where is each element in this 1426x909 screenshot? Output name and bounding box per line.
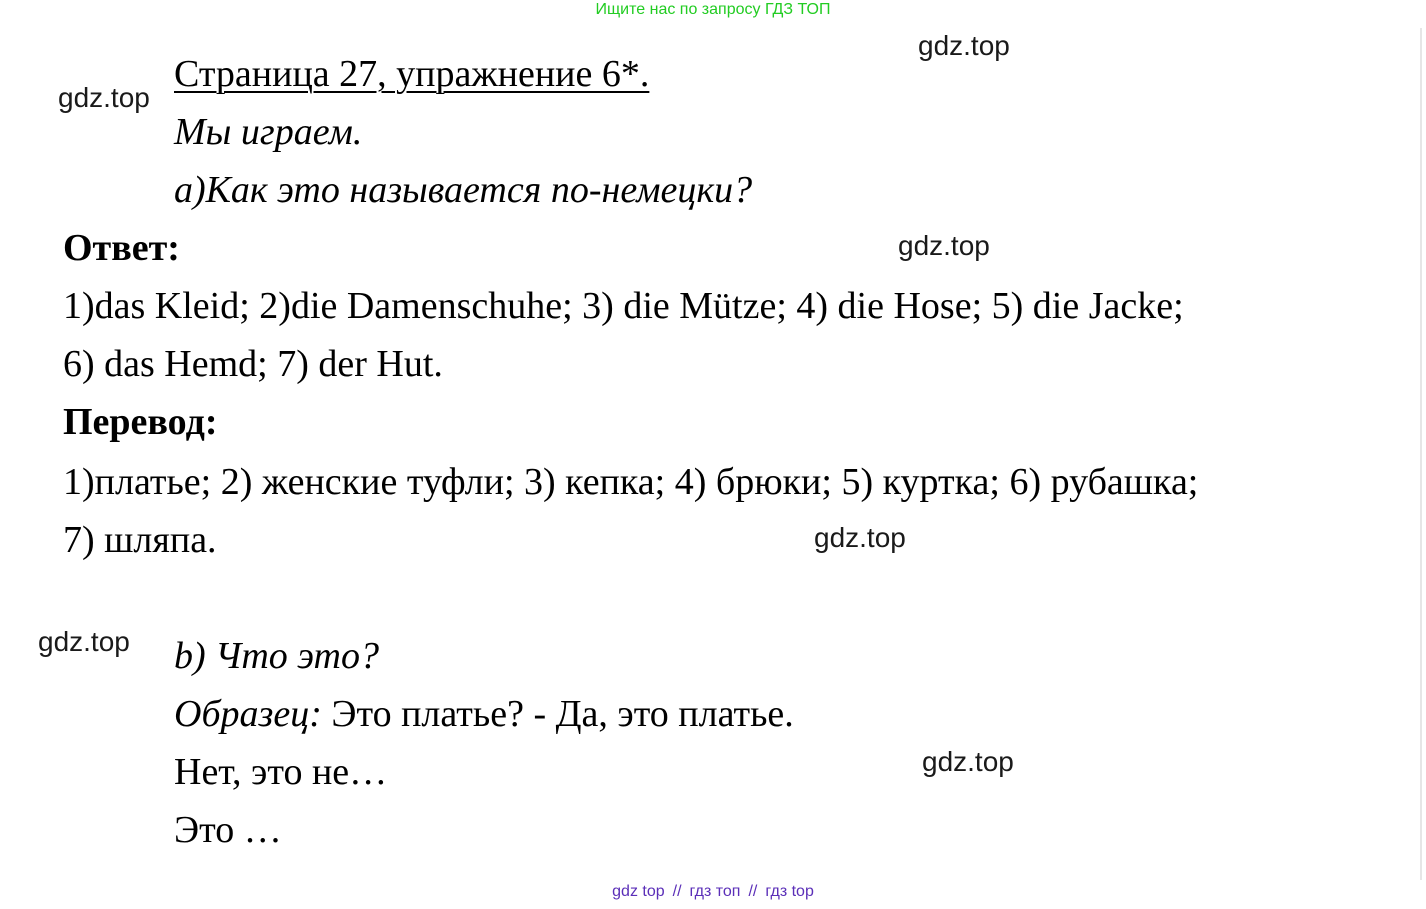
task-a: а)Как это называется по-немецки?: [174, 169, 753, 211]
translation-heading: Перевод:: [63, 401, 218, 443]
exercise-subtitle: Мы играем.: [174, 111, 363, 153]
watermark: gdz.top: [38, 626, 130, 657]
sample-no-line: Нет, это не…: [174, 751, 388, 793]
footer-separator: //: [748, 883, 758, 900]
watermark: gdz.top: [898, 230, 990, 261]
task-b: b) Что это?: [174, 635, 379, 677]
answer-line-2: 6) das Hemd; 7) der Hut.: [63, 343, 443, 385]
translation-line-1: 1)платье; 2) женские туфли; 3) кепка; 4) брюки; 5) куртка; 6) рубашка;: [63, 461, 1199, 503]
sample-text: Это платье? - Да, это платье.: [321, 693, 794, 735]
watermark: gdz.top: [918, 30, 1010, 61]
scrollbar-track[interactable]: [1420, 28, 1422, 880]
answer-heading: Ответ:: [63, 227, 180, 269]
answer-line-1: 1)das Kleid; 2)die Damenschuhe; 3) die Mütze; 4) die Hose; 5) die Jacke;: [63, 285, 1184, 327]
watermark: gdz.top: [922, 746, 1014, 777]
footer-links: [0, 883, 1426, 901]
exercise-title: Страница 27, упражнение 6*.: [174, 53, 650, 95]
sample-label: Образец:: [174, 693, 322, 735]
footer-separator: //: [672, 883, 682, 900]
footer-link-gdz-top-ru[interactable]: гдз топ: [689, 883, 741, 900]
footer-link-gdz-top[interactable]: gdz top: [612, 883, 665, 900]
search-hint-link[interactable]: Ищите нас по запросу ГДЗ ТОП: [595, 1, 831, 18]
watermark: gdz.top: [814, 522, 906, 553]
watermark: gdz.top: [58, 82, 150, 113]
sample-this-line: Это …: [174, 809, 282, 851]
footer-link-gdz-top-mixed[interactable]: гдз top: [765, 883, 814, 900]
sample-line: [174, 692, 794, 736]
translation-line-2: 7) шляпа.: [63, 519, 217, 561]
